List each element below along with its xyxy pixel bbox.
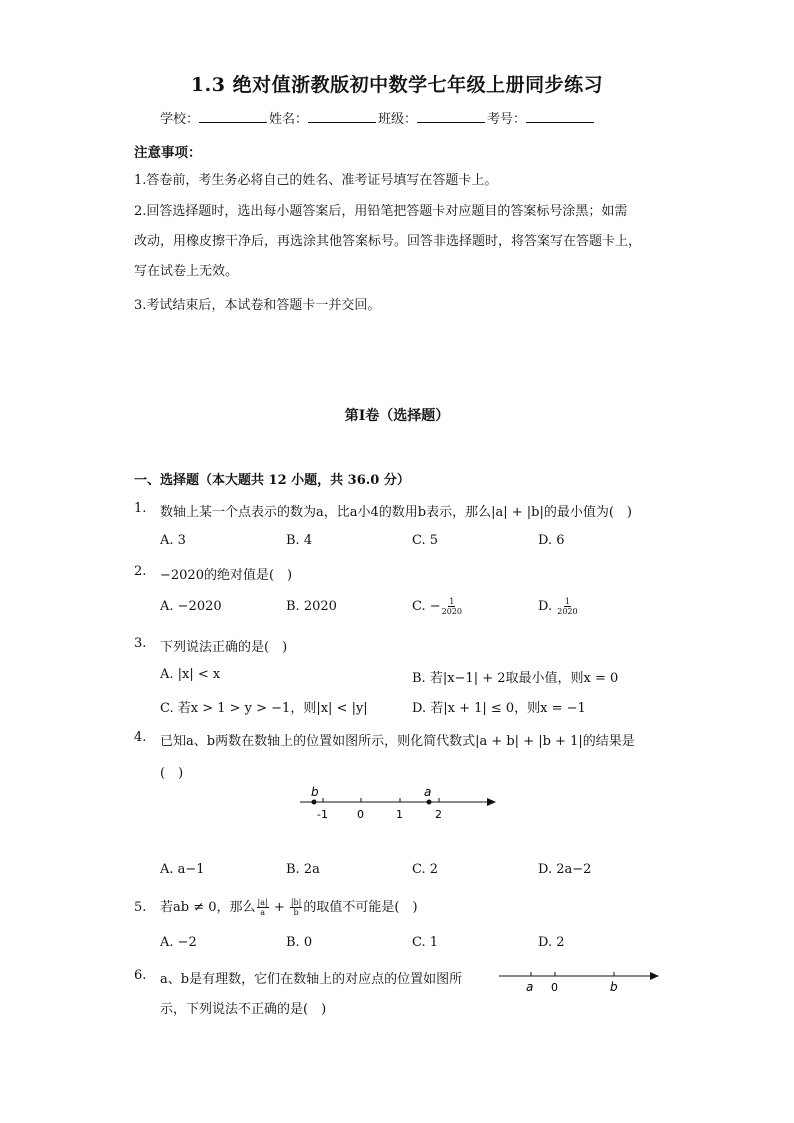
point-b-label: b — [311, 785, 319, 799]
option-a: A. a−1 — [160, 862, 205, 877]
option-a: A. −2020 — [160, 599, 222, 614]
fraction-abs-a-over-a: $\frac{|a|}{a}$ — [257, 898, 268, 917]
arrow-head-icon — [487, 798, 496, 806]
question-text: −2020的绝对值是( ) — [160, 568, 293, 583]
option-d: D. $\frac{1}{2020}$ — [538, 597, 578, 616]
option-d: D. 2a−2 — [538, 862, 592, 877]
notice-item-2-line-1: 2.回答选择题时，选出每小题答案后，用铅笔把答题卡对应题目的答案标号涂黑；如需 — [134, 204, 628, 219]
option-c: C. − $\frac{1}{2020}$ — [412, 597, 462, 616]
point-a-label: a — [424, 785, 432, 799]
option-c: C. 2 — [412, 862, 439, 877]
label-a: a — [526, 980, 534, 994]
option-d: D. 若|x + 1| ≤ 0，则x = −1 — [412, 701, 586, 716]
label-b: b — [610, 980, 618, 994]
school-label: 学校： — [160, 112, 200, 127]
fraction: $\frac{1}{2020}$ — [441, 597, 462, 616]
option-d: D. 6 — [538, 533, 565, 548]
tick-label-neg1: -1 — [317, 808, 328, 821]
fraction-abs-b-over-b: $\frac{|b|}{b}$ — [290, 898, 302, 917]
student-info-line — [160, 108, 596, 127]
option-a: A. |x| < x — [160, 667, 221, 682]
exam-no-label: 考号： — [487, 112, 527, 127]
question-number: 3. — [134, 636, 147, 651]
point-a — [427, 800, 432, 805]
number-line-figure — [290, 784, 510, 828]
exam-no-blank — [526, 110, 594, 123]
page-title: 1.3 绝对值浙教版初中数学七年级上册同步练习 — [190, 74, 604, 96]
notice-item-1: 1.答卷前，考生务必将自己的姓名、准考证号填写在答题卡上。 — [134, 173, 498, 188]
tick-label-1: 1 — [396, 808, 403, 821]
option-b: B. 2a — [286, 862, 320, 877]
number-line-figure — [495, 964, 665, 998]
question-number: 5. — [134, 900, 147, 915]
name-label: 姓名： — [269, 112, 309, 127]
notice-item-3: 3.考试结束后，本试卷和答题卡一并交回。 — [134, 298, 381, 313]
question-number: 6. — [134, 968, 147, 983]
class-blank — [417, 110, 485, 123]
option-d: D. 2 — [538, 935, 565, 950]
option-b: B. 若|x−1| + 2取最小值，则x = 0 — [412, 671, 619, 686]
school-blank — [199, 110, 267, 123]
part-heading: 一、选择题（本大题共 12 小题，共 36.0 分） — [134, 473, 410, 488]
question-text: 数轴上某一个点表示的数为a，比a小4的数用b表示，那么|a| + |b|的最小值为( ) — [160, 505, 632, 520]
option-c: C. 1 — [412, 935, 439, 950]
question-text: 已知a、b两数在数轴上的位置如图所示，则化简代数式|a + b| + |b + 1|的结果是 — [160, 734, 635, 749]
question-text: a、b是有理数，它们在数轴上的对应点的位置如图所 — [160, 972, 463, 987]
question-text-line-2: ( ) — [160, 766, 184, 781]
point-b — [312, 800, 317, 805]
label-0: 0 — [551, 981, 558, 994]
notice-heading: 注意事项： — [134, 145, 202, 161]
question-text: 下列说法正确的是( ) — [160, 640, 288, 655]
option-b: B. 4 — [286, 533, 313, 548]
option-c: C. 5 — [412, 533, 439, 548]
fraction: $\frac{1}{2020}$ — [557, 597, 578, 616]
option-a: A. 3 — [160, 533, 186, 548]
tick-label-2: 2 — [435, 808, 442, 821]
option-b: B. 0 — [286, 935, 313, 950]
section-title: 第I卷（选择题） — [344, 408, 450, 424]
question-text: 若ab ≠ 0，那么 $\frac{|a|}{a}$ + $\frac{|b|}{b}$ 的取值不可能是( ) — [160, 898, 418, 917]
question-number: 4. — [134, 730, 147, 745]
tick-label-0: 0 — [357, 808, 364, 821]
question-number: 2. — [134, 564, 147, 579]
option-c: C. 若x > 1 > y > −1，则|x| < |y| — [160, 701, 368, 716]
notice-item-2-line-3: 写在试卷上无效。 — [134, 264, 239, 279]
notice-item-2-line-2: 改动，用橡皮擦干净后，再选涂其他答案标号。回答非选择题时，将答案写在答题卡上， — [134, 234, 642, 249]
option-b: B. 2020 — [286, 599, 337, 614]
option-a: A. −2 — [160, 935, 197, 950]
question-number: 1. — [134, 501, 147, 516]
arrow-head-icon — [650, 972, 659, 980]
class-label: 班级： — [378, 112, 418, 127]
name-blank — [308, 110, 376, 123]
question-text-line-2: 示，下列说法不正确的是( ) — [160, 1002, 327, 1017]
